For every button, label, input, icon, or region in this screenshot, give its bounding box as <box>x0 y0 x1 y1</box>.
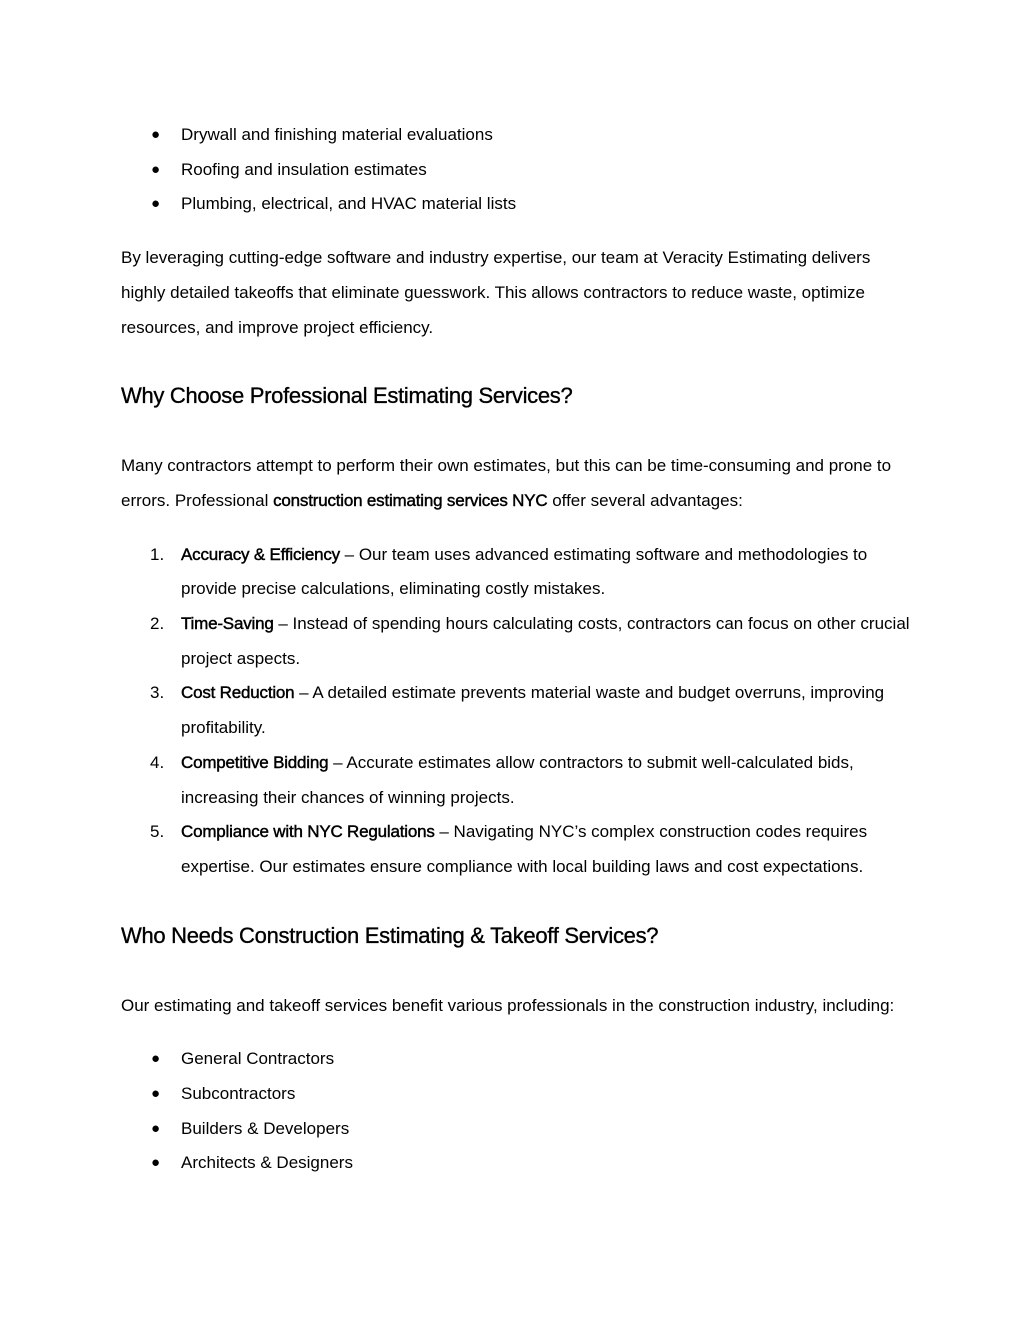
advantage-text: – A detailed estimate prevents material waste and budget overruns, improving profitability. <box>181 683 885 738</box>
list-item-text: Subcontractors <box>181 1084 296 1104</box>
list-item <box>121 815 911 884</box>
advantage-text: – Instead of spending hours calculating costs, contractors can focus on other crucial project aspects. <box>181 614 910 668</box>
advantage-text: – Accurate estimates allow contractors to submit well-calculated bids, increasing their chances of winning projects. <box>181 752 854 807</box>
list-item-text: General Contractors <box>181 1049 335 1069</box>
list-item <box>121 1077 911 1112</box>
paragraph-text: offer several advantages: <box>547 490 743 510</box>
list-item <box>121 676 911 745</box>
list-number: 4. <box>150 752 165 772</box>
list-item <box>121 1042 911 1077</box>
bullet-icon: ● <box>151 195 161 213</box>
intro-paragraph: By leveraging cutting-edge software and industry expertise, our team at Veracity Estimating delivers highly detailed takeoffs that eliminate guesswork. This allows contractors to reduce waste, optimize resources, and improve project efficiency. <box>121 248 871 337</box>
list-number: 5. <box>150 822 165 842</box>
list-number: 1. <box>150 544 165 564</box>
list-item <box>121 1146 911 1181</box>
audience-bullet-list <box>121 1042 911 1181</box>
list-item <box>121 538 911 607</box>
list-item <box>121 1112 911 1147</box>
advantage-text: – Navigating NYC’s complex construction codes requires expertise. Our estimates ensure compliance with local building laws and cost expectations. <box>181 822 868 876</box>
advantage-title: Competitive Bidding <box>181 752 329 772</box>
material-bullet-list <box>121 118 911 222</box>
bullet-icon: ● <box>151 160 161 178</box>
section-heading-who-needs: Who Needs Construction Estimating & Takeoff Services? <box>121 922 659 948</box>
advantages-list <box>121 538 911 885</box>
list-item-text: Drywall and finishing material evaluations <box>181 125 493 144</box>
keyword-link-text: construction estimating services NYC <box>273 490 548 510</box>
bullet-icon: ● <box>151 1085 161 1103</box>
list-number: 3. <box>150 683 165 703</box>
list-item-text: Builders & Developers <box>181 1118 350 1138</box>
bullet-icon: ● <box>151 126 161 143</box>
list-number: 2. <box>150 614 165 634</box>
list-item <box>121 187 911 222</box>
advantage-title: Time-Saving <box>181 614 274 634</box>
list-item <box>121 746 911 815</box>
list-item <box>121 153 911 188</box>
advantages-intro-paragraph <box>121 449 911 518</box>
section-heading-why-choose: Why Choose Professional Estimating Services? <box>121 383 573 409</box>
bullet-icon: ● <box>151 1119 161 1137</box>
list-item-text: Roofing and insulation estimates <box>181 159 427 179</box>
bullet-icon: ● <box>151 1154 161 1172</box>
advantage-text: – Our team uses advanced estimating software and methodologies to provide precise calculations, eliminating costly mistakes. <box>181 544 868 599</box>
list-item <box>121 118 911 153</box>
list-item-text: Architects & Designers <box>181 1153 353 1173</box>
bullet-icon: ● <box>151 1050 161 1068</box>
document-content <box>121 118 911 1181</box>
list-item <box>121 607 911 676</box>
audience-paragraph: Our estimating and takeoff services benefit various professionals in the construction industry, including: <box>121 995 895 1015</box>
advantage-title: Cost Reduction <box>181 683 295 703</box>
advantage-title: Compliance with NYC Regulations <box>181 822 435 842</box>
advantage-title: Accuracy & Efficiency <box>181 544 340 564</box>
paragraph-text: Many contractors attempt to perform their own estimates, but this can be time-consuming and prone to errors. Professional <box>121 456 892 510</box>
list-item-text: Plumbing, electrical, and HVAC material lists <box>181 194 517 214</box>
